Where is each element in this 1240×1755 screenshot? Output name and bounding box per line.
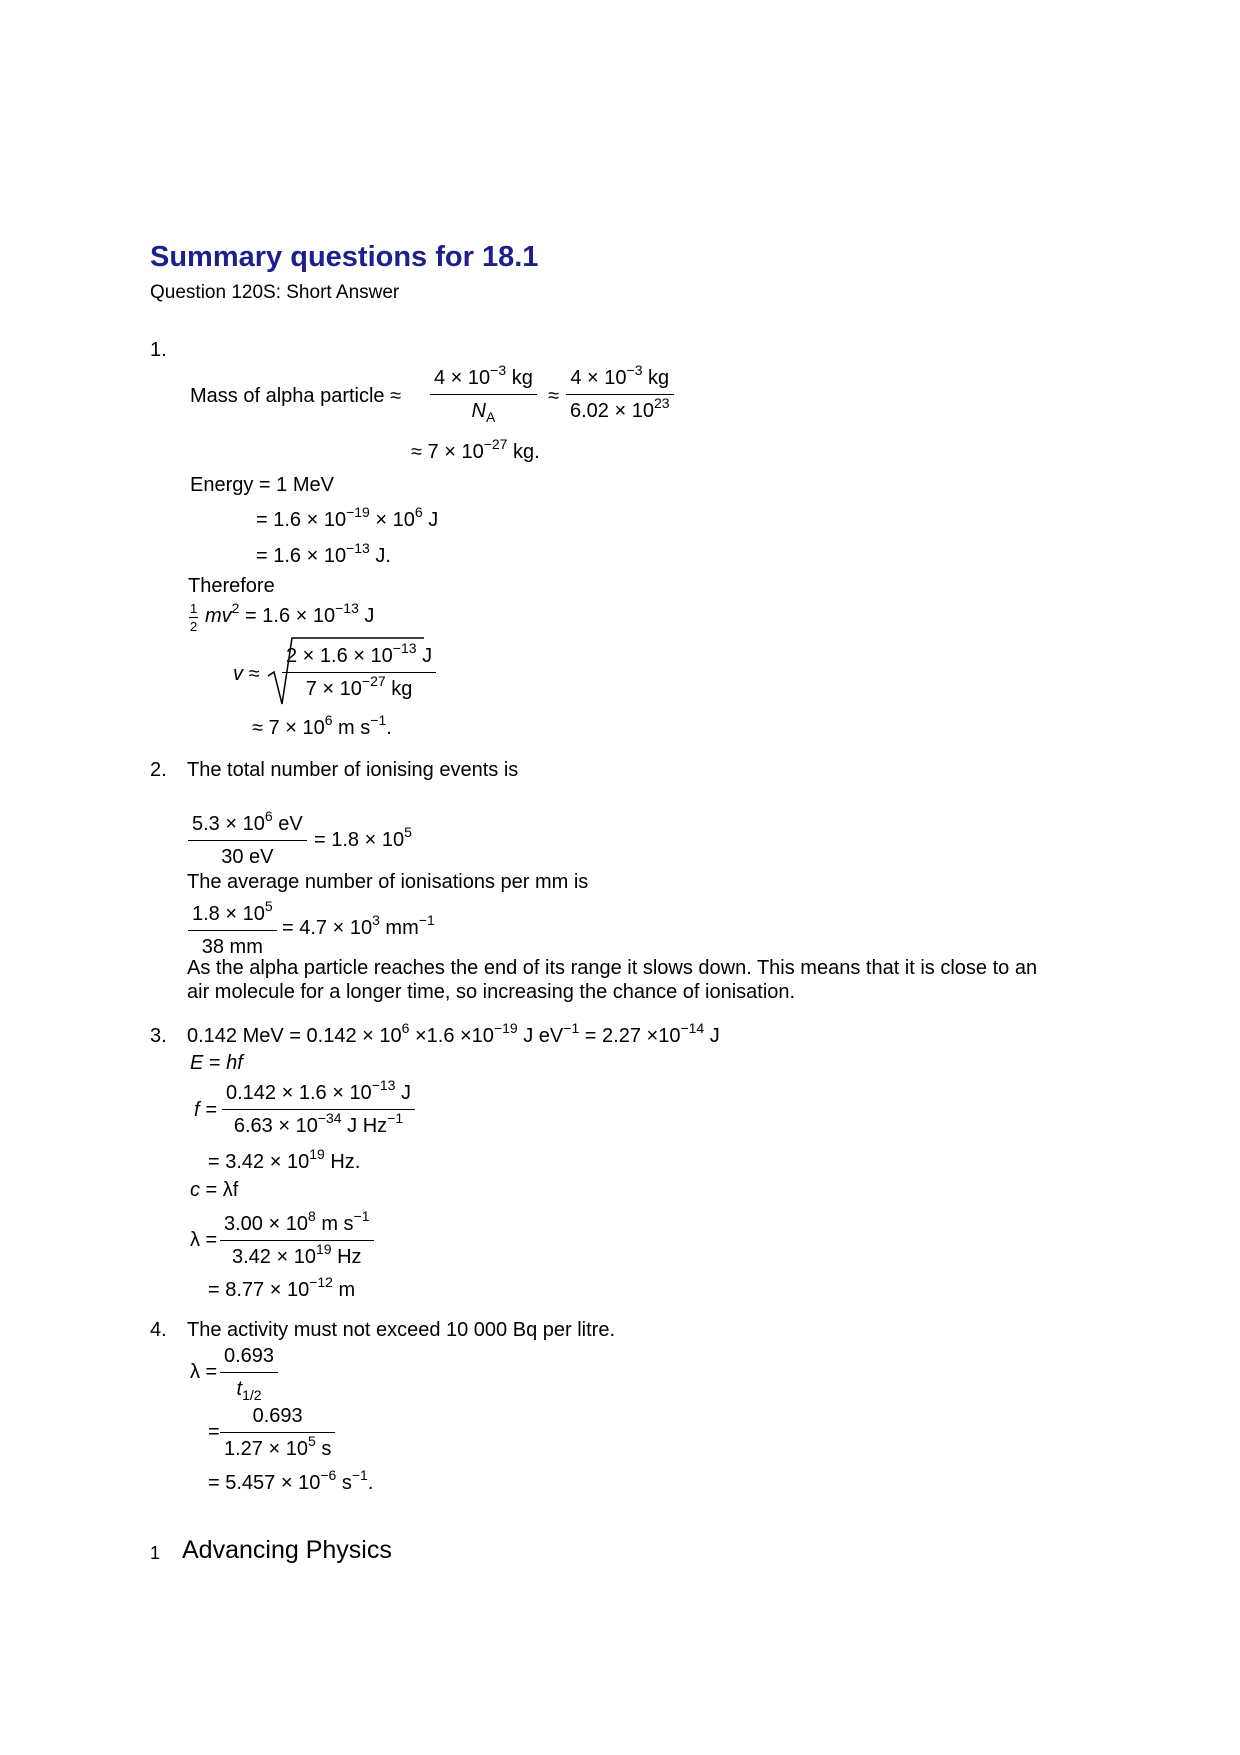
q4-equals-sign: = <box>208 1421 220 1443</box>
q3-planck-equation: E = hf <box>190 1052 243 1074</box>
q1-mass-fraction-1: $4 \times 10^{-3}$ kg $N_A$ <box>430 368 537 421</box>
book-title: Advancing Physics <box>182 1536 392 1564</box>
q1-half-fraction: 1 2 <box>190 601 198 634</box>
q1-velocity-fraction: $2 \times 1.6 \times 10^{-13}$ J $7 \times 10^{-27}$ kg <box>282 646 436 699</box>
q2-conclusion-line-2: air molecule for a longer time, so increasing the chance of ionisation. <box>187 981 796 1003</box>
q2-average-text: The average number of ionisations per mm is <box>187 871 589 893</box>
q2-conclusion-line-1: As the alpha particle reaches the end of its range it slows down. This means that it is close to an <box>187 957 1038 979</box>
q1-kinetic-energy: $mv^2 = 1.6 \times 10^{-13}$ J <box>205 599 375 627</box>
q1-energy-line-2: = $1.6 \times 10^{-19} \times 10^6$ J <box>256 503 439 531</box>
q3-f-label: f = <box>194 1099 217 1121</box>
q2-average-result: = $4.7 \times 10^3$ $mm^{-1}$ <box>282 911 435 939</box>
q4-decay-constant-values: 0.693 $1.27 \times 10^5$ s <box>220 1406 335 1459</box>
q2-intro: The total number of ionising events is <box>187 759 519 781</box>
q3-wave-equation: c = λf <box>190 1179 239 1201</box>
page-subtitle: Question 120S: Short Answer <box>150 282 400 303</box>
q3-wavelength-fraction: $3.00 \times 10^8$ m $s^{-1}$ $3.42 \times 10^{19}$ Hz <box>220 1214 374 1267</box>
q2-number: 2. <box>150 759 167 781</box>
q4-number: 4. <box>150 1319 167 1341</box>
q1-therefore: Therefore <box>188 575 275 597</box>
q1-mass-result: ≈ $7 \times 10^{-27}$ kg. <box>411 435 540 463</box>
q1-v-label: v ≈ <box>233 663 260 685</box>
page-title: Summary questions for 18.1 <box>150 241 539 273</box>
q3-wavelength-result: = $8.77 \times 10^{-12}$ m <box>208 1273 356 1301</box>
q1-mass-label: Mass of alpha particle ≈ <box>190 385 402 407</box>
q1-approx-sign: ≈ <box>548 385 559 407</box>
q1-number: 1. <box>150 339 167 361</box>
q2-average-fraction: $1.8 \times 10^5$ 38 mm <box>188 904 277 957</box>
q2-events-fraction: $5.3 \times 10^6$ eV 30 eV <box>188 814 307 867</box>
q3-frequency-result: = $3.42 \times 10^{19}$ Hz. <box>208 1145 361 1173</box>
q2-events-result: = $1.8 \times 10^5$ <box>314 823 412 851</box>
q1-velocity-result: ≈ $7 \times 10^6$ m $s^{-1}$. <box>252 711 392 739</box>
q3-number: 3. <box>150 1025 167 1047</box>
q4-decay-constant-result: = $5.457 \times 10^{-6}$ $s^{-1}$. <box>208 1466 374 1494</box>
q3-energy-conversion: 0.142 MeV = $0.142 \times 10^6 \times 1.6 \times 10^{-19}$ J $eV^{-1} = 2.27 \times 10^{-14}$ J <box>187 1019 720 1047</box>
q3-frequency-fraction: $0.142 \times 1.6 \times 10^{-13}$ J $6.63 \times 10^{-34}$ J $Hz^{-1}$ <box>222 1083 415 1136</box>
page-number: 1 <box>150 1543 161 1563</box>
q4-decay-constant-fraction: 0.693 $t_{1/2}$ <box>220 1346 278 1399</box>
q4-lambda-label: λ = <box>190 1361 218 1383</box>
q4-intro: The activity must not exceed 10 000 Bq per litre. <box>187 1319 615 1341</box>
q1-energy-line-3: = $1.6 \times 10^{-13}$ J. <box>256 539 391 567</box>
q3-lambda-label: λ = <box>190 1229 218 1251</box>
q1-mass-fraction-2: $4 \times 10^{-3}$ kg $6.02 \times 10^{23}$ <box>566 368 674 421</box>
q1-energy-line-1: Energy = 1 MeV <box>190 474 334 496</box>
